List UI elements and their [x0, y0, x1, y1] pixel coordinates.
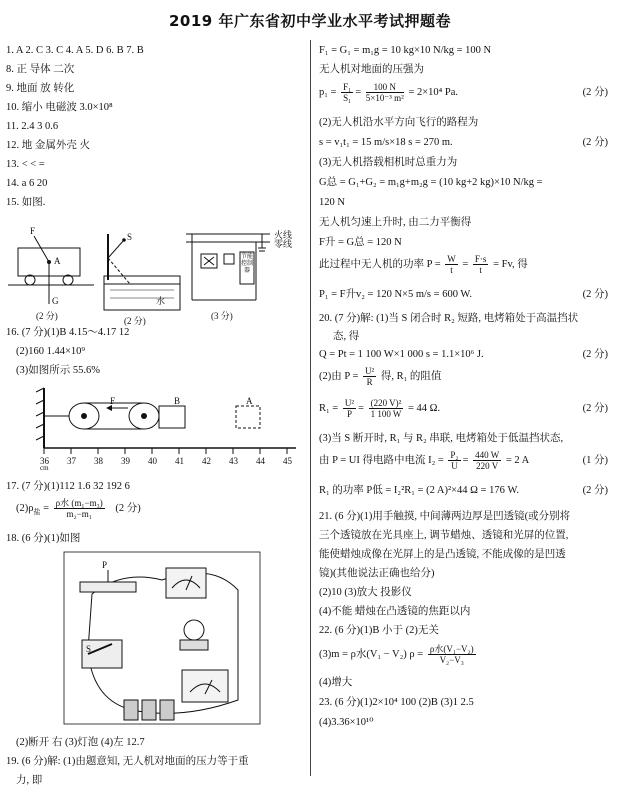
figure-caption: (2 分)	[124, 316, 146, 326]
answer-line: 11. 2.4 3 0.6	[6, 121, 59, 132]
numerator: W	[447, 254, 456, 265]
tick-label: 45	[283, 456, 292, 466]
block-b-label: B	[174, 396, 181, 406]
answer-line	[319, 136, 614, 150]
column-divider	[310, 40, 311, 776]
answer-line: 14. a 6 20	[6, 178, 48, 189]
fraction	[473, 450, 501, 471]
formula-line: p₁ = $\frac{\text{F₁}}{\text{S₁}}$ = $\frac{100 N}{\text{5×10⁻³ m²}}$ = 2×10⁴ Pa. (2 分)	[319, 82, 608, 104]
denominator: m₂−m₁	[66, 509, 92, 520]
answer-line: 镜)(其他说法正确也给分)	[319, 568, 435, 579]
formula-text: p₁ =	[319, 87, 337, 98]
denominator: 1 100 W	[370, 409, 402, 420]
formula-text: s = v₁t₁ = 15 m/s×18 s = 270 m.	[319, 137, 453, 148]
points: (2 分)	[582, 289, 608, 300]
formula-text: 此过程中无人机的功率 P =	[319, 259, 441, 270]
block-a-label: A	[246, 396, 253, 406]
formula-text: = 2×10⁴ Pa.	[408, 87, 459, 98]
answer-line: (2)断开 右 (3)灯泡 (4)左 12.7	[16, 737, 145, 748]
unit-label: cm	[40, 464, 49, 472]
tick-label: 44	[256, 456, 265, 466]
fraction	[343, 398, 356, 419]
numerator: U²	[365, 366, 375, 377]
denominator: U	[451, 461, 458, 472]
fraction	[341, 82, 353, 103]
formula-text: =	[462, 259, 469, 270]
denominator: t	[450, 265, 453, 276]
answer-line: 20. (7 分)解: (1)当 S 闭合时 R₂ 短路, 电烤箱处于高温挡状	[319, 313, 579, 324]
fraction	[445, 254, 458, 275]
points: (2 分)	[582, 137, 608, 148]
formula-text: = 44 Ω.	[408, 403, 441, 414]
answer-line: 13. < < =	[6, 159, 45, 170]
fraction	[428, 644, 476, 665]
figure-18-circuit	[62, 550, 262, 728]
formula-text: =	[43, 503, 50, 514]
answer-line	[319, 348, 614, 362]
answer-line: (4)不能 蜡烛在凸透镜的焦距以内	[319, 606, 471, 617]
answer-line: (3)当 S 断开时, R₁ 与 R₂ 串联, 电烤箱处于低温挡状态,	[319, 433, 564, 444]
numerator: ρ水 (m₁−m₃)	[55, 498, 103, 509]
points: (2 分)	[582, 87, 608, 98]
formula-text: (2)ρ	[16, 503, 34, 514]
answer-line: 15. 如图.	[6, 197, 46, 208]
answer-line: (3)无人机搭载相机时总重力为	[319, 157, 458, 168]
answer-line: 8. 正 导体 二次	[6, 64, 75, 75]
answer-line: 12. 地 金属外壳 火	[6, 140, 90, 151]
answer-line: (2)10 (3)放大 投影仪	[319, 587, 412, 598]
answer-line: (4)3.36×10¹⁰	[319, 717, 374, 728]
source-label: S	[127, 232, 133, 242]
fraction	[363, 366, 376, 387]
gravity-label: G	[52, 296, 59, 306]
tick-label: 39	[121, 456, 130, 466]
formula-text: R₁ =	[319, 403, 339, 414]
answer-line: (2)160 1.44×10⁹	[16, 346, 86, 357]
points: (1 分)	[582, 455, 608, 466]
rheostat-label: P	[102, 560, 108, 570]
formula-line: 由 P = UI 得电路中电流 I₂ = $\frac{\text{P₂}}{U}$ = $\frac{440 W}{220 V}$ = 2 A (1 分)	[319, 450, 608, 472]
formula-text: = Fv, 得	[493, 259, 528, 270]
controller-label: 节能控制器	[240, 254, 253, 274]
answer-line: (3)如图所示 55.6%	[16, 365, 100, 376]
tick-label: 37	[67, 456, 76, 466]
denominator: S₁	[343, 93, 352, 104]
formula-subscript: 盐	[33, 508, 41, 517]
formula-line: R₁ = $\frac{\text{U²}}{P}$ = $\frac{\text{(220 V)²}}{1 100 W}$ = 44 Ω. (2 分)	[319, 398, 608, 420]
switch-label: S	[86, 644, 92, 654]
tick-label: 38	[94, 456, 103, 466]
figure-16-ruler	[6, 382, 306, 472]
figure-caption: (3 分)	[211, 311, 233, 321]
formula-text: 得, R₁ 的阻值	[380, 371, 442, 382]
fraction	[473, 254, 489, 275]
answer-line: 9. 地面 放 转化	[6, 83, 75, 94]
points: (2 分)	[582, 485, 608, 496]
answer-line: F₁ = G₁ = m₁g = 10 kg×10 N/kg = 100 N	[319, 45, 492, 56]
answer-line: (4)增大	[319, 677, 353, 688]
formula-text: (3)m = ρ水(V₁ − V₂) ρ =	[319, 649, 424, 660]
formula-line	[16, 498, 141, 523]
tick-label: 43	[229, 456, 238, 466]
denominator: R	[366, 377, 373, 388]
live-wire-label: 火线	[274, 230, 293, 240]
points: (2 分)	[582, 349, 608, 360]
tick-label: 41	[175, 456, 184, 466]
denominator: 220 V	[476, 461, 499, 472]
formula-text: P₁ = F升v₂ = 120 N×5 m/s = 600 W.	[319, 289, 472, 300]
answer-line: 1. A 2. C 3. C 4. A 5. D 6. B 7. B	[6, 45, 144, 56]
circuit-drawing	[62, 550, 262, 728]
force-label: F	[110, 396, 116, 406]
figure-caption: (2 分)	[36, 311, 58, 321]
answer-line: F升 = G总 = 120 N	[319, 237, 402, 248]
formula-text: Q = Pt = 1 100 W×1 000 s = 1.1×10⁶ J.	[319, 349, 484, 360]
answer-line: 10. 缩小 电磁波 3.0×10⁸	[6, 102, 113, 113]
answer-line: G总 = G₁+G₂ = m₁g+m₂g = (10 kg+2 kg)×10 N/kg =	[319, 177, 543, 188]
points: (2 分)	[582, 403, 608, 414]
point-label: A	[54, 256, 61, 266]
denominator: 5×10⁻³ m²	[365, 93, 404, 104]
answer-line: 16. (7 分)(1)B 4.15～4.17 12	[6, 327, 130, 338]
fraction	[366, 82, 404, 103]
numerator: 440 W	[475, 450, 500, 461]
points: (2 分)	[115, 503, 141, 514]
numerator: F₁	[343, 82, 352, 93]
answer-line	[319, 484, 614, 498]
answer-line: 无人机匀速上升时, 由二力平衡得	[319, 217, 472, 228]
water-label: 水	[156, 296, 166, 306]
answer-line	[319, 288, 614, 302]
formula-text: = 2 A	[505, 455, 530, 466]
answer-line: 21. (6 分)(1)用手触摸, 中间薄两边厚是凹透镜(或分别将	[319, 511, 571, 522]
answer-line: 23. (6 分)(1)2×10⁴ 100 (2)B (3)1 2.5	[319, 697, 474, 708]
denominator: V₂−V₃	[439, 655, 464, 666]
answer-line: 120 N	[319, 197, 345, 208]
answer-line: 无人机对地面的压强为	[319, 64, 424, 75]
tick-label: 42	[202, 456, 211, 466]
numerator: 100 N	[366, 82, 404, 93]
answer-line: 态, 得	[333, 331, 360, 342]
denominator: P	[346, 409, 352, 420]
ruler-ticks	[44, 448, 287, 454]
numerator: F·s	[474, 254, 487, 265]
formula-line	[319, 254, 528, 276]
answer-line: 22. (6 分)(1)B 小于 (2)无关	[319, 625, 439, 636]
formula-line	[319, 644, 478, 666]
denominator: t	[479, 265, 482, 276]
answer-line: 19. (6 分)解: (1)由题意知, 无人机对地面的压力等于重	[6, 756, 249, 767]
numerator: U²	[344, 398, 355, 409]
fraction	[448, 450, 460, 471]
tick-label: 40	[148, 456, 157, 466]
numerator: (220 V)²	[370, 398, 402, 409]
figure-15-drawing	[6, 214, 306, 324]
fraction	[369, 398, 404, 419]
answer-line: 18. (6 分)(1)如图	[6, 533, 81, 544]
answer-line: 力, 即	[16, 775, 43, 786]
formula-text: 由 P = UI 得电路中电流 I₂ =	[319, 455, 444, 466]
answer-line: (2)无人机沿水平方向飞行的路程为	[319, 117, 479, 128]
answer-line: 三个透镜放在光具座上, 调节蜡烛、透镜和光屏的位置,	[319, 530, 569, 541]
formula-text: (2)由 P =	[319, 371, 359, 382]
force-label: F	[30, 226, 36, 236]
formula-text: R₁ 的功率 P低 = I₂²R₁ = (2 A)²×44 Ω = 176 W.	[319, 485, 520, 496]
page-title: 2019 年广东省初中学业水平考试押题卷	[169, 12, 451, 30]
answer-line: 17. (7 分)(1)112 1.6 32 192 6	[6, 481, 130, 492]
figure-15	[6, 214, 306, 324]
numerator: ρ水(V₁−V₂)	[429, 644, 474, 655]
neutral-wire-label: 零线	[274, 239, 293, 249]
formula-line	[319, 366, 441, 388]
tick-label: 36	[40, 456, 49, 466]
answer-line: 能使蜡烛成像在光屏上的是凸透镜, 不能成像的是凹透	[319, 549, 566, 560]
numerator: P₂	[450, 450, 459, 461]
fraction	[54, 498, 105, 519]
